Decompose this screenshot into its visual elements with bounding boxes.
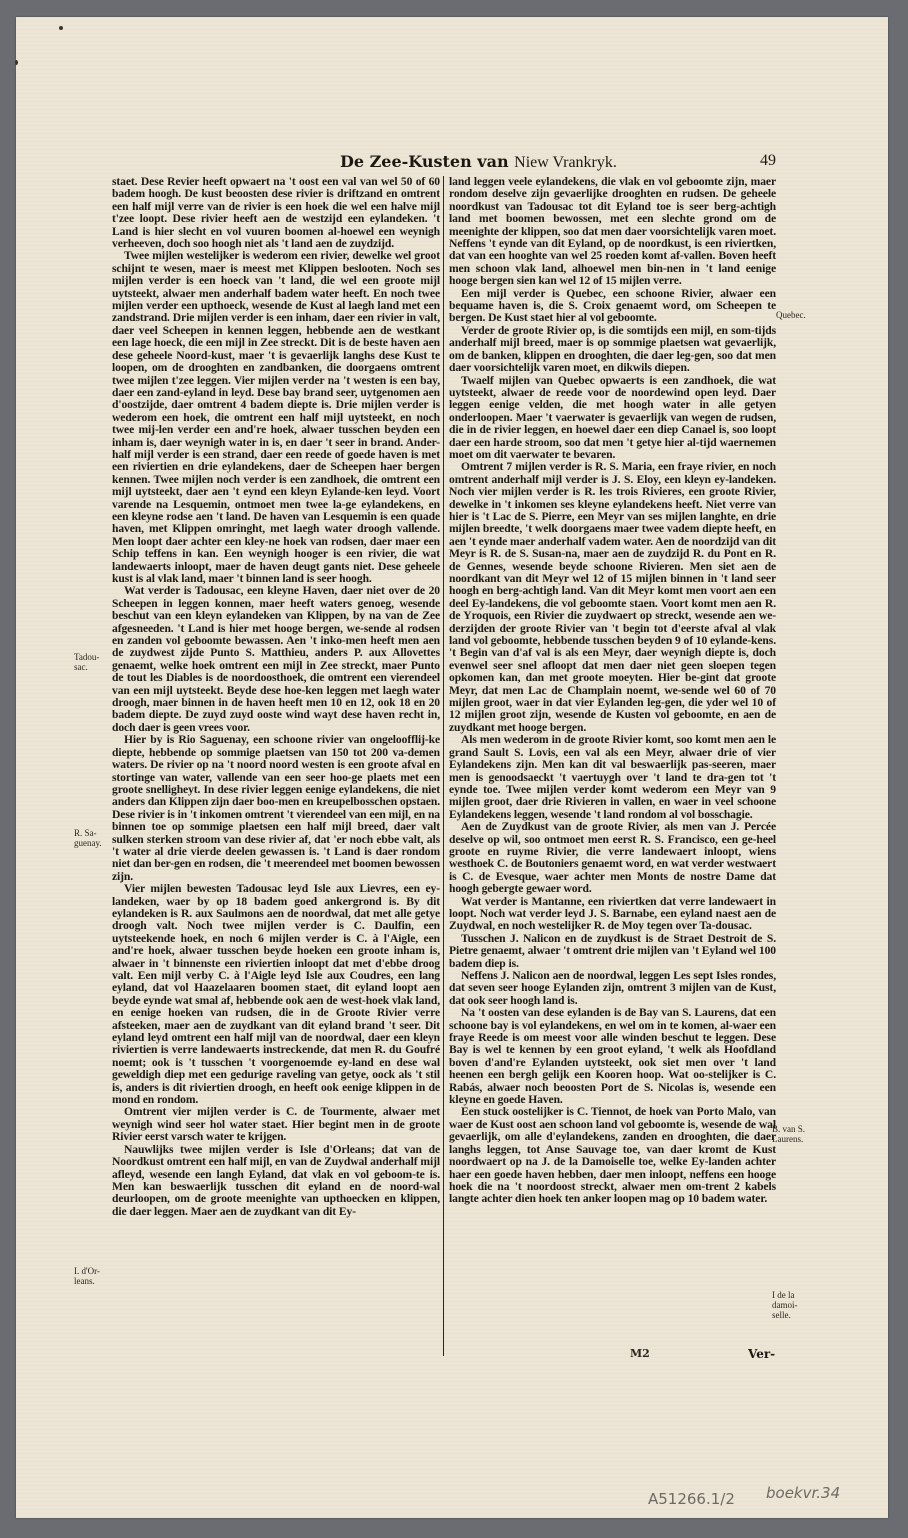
pencil-inventory-number: A51266.1/2	[648, 1490, 735, 1508]
column-divider	[443, 176, 444, 1356]
paragraph: land leggen veele eylandekens, die vlak en vol geboomte zijn, maer rondom deselve zijn gevaerlijke drooghten en rudsen. De geheele noordkust van Tadousac tot dit Eyland toe is seer berg-achtigh land met boomen bewossen, met een slechte grond om de meenighte der klippen, soo dat men daer voorsichtelijk varen moet. Neffens 't eynde van dit Eyland, op de noordkust, is een riviertken, dat van een hooghte van wel 25 roeden komt af-vallen. Boven heeft men schoon vlak land, alhoewel men bin-nen in 't land eenige hooge bergen sien kan wel 12 of 15 mijlen verre.	[449, 175, 776, 288]
margin-note-orleans: I. d'Or-leans.	[74, 1266, 100, 1286]
paragraph: Vier mijlen bewesten Tadousac leyd Isle aux Lievres, een ey-landeken, waer by op 18 badem goed ankergrond is. By dit eylandeken is R. aux Saulmons aen de noordwal, dat met alle getye droogh valt. Noch twee mijlen verder is C. Daulfin, een uytsteekende hoek, en noch 6 mijlen verder is C. à l'Aigle, een and're hoek, alwaer tusschen beyde hoeken een groote inham is, alwaer in 't binnenste een riviertien inloopt dat met d'ebbe droog valt. Een mijl verby C. à l'Aigle leyd Isle aux Coudres, een lang eyland, dat vol Haazelaaren boomen staet, dit eyland loopt aen beyde eynde wat smal af, hebbende ook aen de west-hoek vlak land, en eenige hoeken van rudsen, die in de Groote Rivier verre afsteeken, maer aen de zuydkant van dit eyland brand 't seer. Dit eyland leyd omtrent een half mijl van de noordwal, daer een kleyn riviertien is verre landewaerts instreckende, dat men R. du Goufré noemt; ook is 't tusschen 't voorgenoemde ey-land en dese wal geweldigh diep met een gedurige raveling van getye, oock als 't stil is, anders is dit riviertien droogh, en heeft ook eenige klippen in de mond en rondom.	[112, 882, 440, 1107]
paragraph: Als men wederom in de groote Rivier komt, soo komt men aen le grand Sault S. Lovis, een val als een Meyr, alwaer drie of vier Eylandekens zijn. Men kan dit val beswaerlijk pas-seeren, maer men is genoodsaeckt 't vaertuygh over 't land te dra-gen tot 't eynde toe. Twee mijlen verder komt wederom een Meyr van 9 mijlen groot, daer drie Rivieren in vallen, en waer in veel schoone Eylandekens leggen, wesende 't land rondom al vol bosschagie.	[449, 733, 776, 821]
pencil-shelfmark: boekvr.34	[766, 1484, 841, 1502]
margin-note-saguenay: R. Sa-guenay.	[74, 828, 102, 848]
margin-note-damoiselle: I de la damoi-selle.	[772, 1290, 798, 1320]
paper-blemish	[59, 26, 63, 30]
paragraph: Neffens J. Nalicon aen de noordwal, leggen Les sept Isles rondes, dat seven seer hooge Eylanden zijn, omtrent 3 mijlen van de Kust, dat ook seer hoogh land is.	[449, 969, 776, 1007]
paragraph: Wat verder is Tadousac, een kleyne Haven, daer niet over de 20 Scheepen in leggen konnen, maer heeft waters genoeg, wesende beschut van een kleyn eylandeken van Klippen, by na van de Zee afgesneeden. 't Land is hier met hooge bergen, we-sende al rodsen en zanden vol geboomte bewassen. Aen 't inko-men heeft men aen de zuydwest zijde Punto S. Matthieu, anders P. aux Allovettes genaemt, welke hoek omtrent een mijl in Zee streckt, maer Punto de tout les Diables is de noordoosthoek, die omtrent een vierendeel van een mijl uytsteekt. Beyde dese hoe-ken leggen met laegh water droogh, maer binnen in de haven heeft men 10 en 12, ook 18 en 20 badem diepte. De zuyd zuyd ooste wind wayt dese haven recht in, doch daer is geen vrees voor.	[112, 584, 440, 734]
paragraph: Omtrent 7 mijlen verder is R. S. Maria, een fraye rivier, en noch omtrent anderhalf mijl verder is J. S. Eloy, een kleyn ey-landeken. Noch vier mijlen verder is R. les trois Rivieres, een groote Rivier, dewelke in 't inkomen ses kleyne eylandekens heeft. Niet verre van hier is 't Lac de S. Pierre, een Meyr van ses mijlen langhte, en drie mijlen breedte, 't welk doorgaens maer twee vadem diepte heeft, en aen 't eynde maer anderhalf vadem water. Aen de noordzijd van dit Meyr is R. de S. Susan-na, maer aen de zuydzijd R. du Pont en R. de Gennes, wesende beyde schoone Rivieren. Men siet aen de noordkant van dit Meyr wel 12 of 15 mijlen binnen in 't land seer hoogh en berg-achtigh land. Van dit Meyr komt men voort aen een deel Ey-landekens, die vol geboomte staen. Voort komt men aen R. de Yroquois, een Rivier die zuydwaert op streckt, wesende aen we-derzijden der groote Rivier van 't begin tot d'eerste afval al vlak land vol geboomte, hebbende tusschen beyden 9 of 10 eylande-kens. 't Begin van d'af val is als een Meyr, daer weynigh diepte is, doch evenwel seer snel afloopt dat men daer niet geen sloepen tegen opkomen kan, dan met groote moeyten. Hier be-gint dat groote Meyr, dat men Lac de Champlain noemt, we-sende wel 60 of 70 mijlen groot, waer in dat vier Eylanden leg-gen, die yder wel 10 of 12 mijlen groot zijn, wesende de Kusten vol geboomte, en aen de zuydkant met hooge bergen.	[449, 460, 776, 734]
margin-note-quebec: Quebec.	[776, 310, 806, 320]
paragraph: Wat verder is Mantanne, een riviertken dat verre landewaert in loopt. Noch wat verder leyd J. S. Barnabe, een eyland naest aen de Zuydwal, en noch westelijker R. de Moy tegen over Ta-dousac.	[449, 894, 776, 933]
paragraph: Omtrent vier mijlen verder is C. de Tourmente, alwaer met weynigh wind seer hol water staet. Hier begint men in de groote Rivier eerst varsch water te krijgen.	[112, 1105, 440, 1144]
paragraph: Verder de groote Rivier op, is die somtijds een mijl, en som-tijds anderhalf mijl breed, maer is op sommige plaetsen wat gevaerlijk, om de banken, klippen en drooghten, die daer leg-gen, soo dat men daer voorsichtelijk varen moet, en dikwils diepen.	[449, 323, 776, 375]
paragraph: Aen de Zuydkust van de groote Rivier, als men van J. Percée deselve op wil, soo ontmoet men eerst R. S. Francisco, een ge-heel groote en ruyme Rivier, die verre landewaert inloopt, wiens westhoek C. de Boutoniers genaemt word, en wat verder westwaert is C. de Evesque, waer achter men Monts de nostre Dame dat hoogh gebergte gewaer word.	[449, 820, 776, 896]
right-text-column	[449, 176, 776, 1206]
paragraph: staet. Dese Revier heeft opwaert na 't oost een val van wel 50 of 60 badem hoogh. De kust beoosten dese rivier is driftzand en omtrent een half mijl verre van de rivier is een hoek die wel een halve mijl t'zee loopt. Dese rivier heeft aen de westzijd een eylandeken. 't Land is hier slecht en vol vuuren boomen al-hoewel een weynigh verheeven, doch soo hoogh niet als 't land aen de zuydzijd.	[112, 175, 440, 251]
paragraph: Twee mijlen westelijker is wederom een rivier, dewelke wel groot schijnt te wesen, maer is meest met Klippen beslooten. Noch ses mijlen verder is een hoeck van 't land, die wel een groote mijl uytsteekt, alwaer men anderhalf badem water heeft. En noch twee mijlen verder een upthoeck, wesende de Kust al laegh land met een zandstrand. Drie mijlen verder is een inham, daer een rivier in valt, daer veel Scheepen in kennen leggen, hebbende aen de westkant een lage hoeck, die een mijl in Zee streckt. Dit is de beste haven aen dese geheele Noord-kust, maer 't is gevaerlijk langhs dese Kust te loopen, om de drooghten en zandbanken, die doorgaens omtrent twee mijlen t'zee leggen. Vier mijlen verder na 't westen is een bay, daer een zand-eyland in leyd. Dese bay brand seer, uytgenomen aen d'oostzijde, daer omtrent 4 badem diepte is. Drie mijlen verder is wederom een hoek, die omtrent een half mijl uytsteekt, en noch twee mij-len verder een and're hoek, alwaer tusschen beyden een inham is, daer weynigh water in is, en daer 't seer in brand. Ander-half mijl verder is een strand, daer een reede of goede haven is met een riviertien en drie eylandekens, daer de Scheepen haer bergen kennen. Twee mijlen noch verder is een zandhoek, die omtrent een mijl uytsteekt, daer aen 't eynd een kleyn Eylande-ken leyd. Voort varende na Lesquemin, ontmoet men twee la-ge eylandekens, en een kleyne rodse aen 't land. De haven van Lesquemin is een quade haven, met Klippen omringht, met laegh water droogh vallende. Men loopt daer achter een kley-ne hoek van rodsen, daer maer een Schip teffens in kan. Een weynigh hooger is een rivier, die wat landewaerts inloopt, maer de haven deugt gants niet. Dese geheele kust is al vlak land, maer 't binnen land is seer hoogh.	[112, 249, 440, 585]
paragraph: Tusschen J. Nalicon en de zuydkust is de Straet Destroit de S. Pietre genaemt, alwaer 't omtrent drie mijlen van 't Eyland wel 100 badem diep is.	[449, 931, 776, 970]
page-number: 49	[760, 152, 776, 169]
paragraph: Een stuck oostelijker is C. Tiennot, de hoek van Porto Malo, van waer de Kust oost aen schoon land vol geboomte is, wesende de wal gevaerlijk, om alle d'eylandekens, zanden en drooghten, die daer langhs leggen, tot Anse Sauvage toe, van daer kromt de Kust noordwaert op na J. de la Damoiselle toe, welke Ey-landen achter haer een goede haven hebben, daer men inloopt, neffens een hooge hoek die na 't noordoost streckt, alwaer men om-trent 2 kabels langte achter dien hoek ten anker loopen mag op 10 badem water.	[449, 1105, 776, 1206]
paragraph: Twaelf mijlen van Quebec opwaerts is een zandhoek, die wat uytsteekt, alwaer de reede voor de noordewind open leyd. Daer leggen eenige velden, die met hoogh water in alle getyen onderloopen. Maer 't vaerwater is gevaerlijk van wegen de rudsen, die in de rivier leggen, en hoewel daer een diep Canael is, soo loopt daer een harde stroom, soo dat men 't getye hier al-tijd waernemen moet om dit vaerwater te bevaren.	[449, 373, 776, 461]
catchword: Ver-	[748, 1347, 776, 1361]
page-title	[340, 152, 617, 172]
paragraph: Na 't oosten van dese eylanden is de Bay van S. Laurens, dat een schoone bay is vol eylandekens, en wel om in te komen, al-waer een fraye Reede is om meest voor alle winden beschut te leggen. Dese Bay is wel te kennen by een groot eyland, 't welk als Hoofdland boven d'and're Eylanden uytsteekt, ook siet men over 't land heenen een bergh gelijk een Kooren hoop. Wat oo-stelijker is C. Rabás, alwaer noch beoosten Port de S. Nicolas is, wesende een kleyne en goede Haven.	[449, 1006, 776, 1107]
paragraph: Hier by is Rio Saguenay, een schoone rivier van ongeloofflij-ke diepte, hebbende op sommige plaetsen van 150 tot 200 va-demen waters. De rivier op na 't noord noord westen is een groote afval en stortinge van water, vallende van een seer hoo-ge plaets met een groote snelligheyt. In dese rivier leggen eenige eylandekens, die niet anders dan Klippen zijn daer boo-men en kreupelbosschen opstaen. Dese rivier is in 't inkomen omtrent 't vierendeel van een mijl, en na binnen toe op sommige plaetsen een half mijl breed, daer valt sulken sterken stroom van dese rivier af, dat 'er noch ebbe valt, als 't water al drie vierde deelen gewassen is. 't Land is daer rondom niet dan ber-gen en rodsen, die 't meerendeel met boomen bewossen zijn.	[112, 733, 440, 883]
running-header	[340, 150, 776, 176]
paper-blemish	[15, 60, 18, 65]
signature-mark: M2	[630, 1347, 650, 1360]
margin-note-laurens: B. van S. Laurens.	[772, 1124, 806, 1144]
page-title-blackletter: De Zee-Kusten van	[340, 152, 509, 171]
paragraph: Een mijl verder is Quebec, een schoone Rivier, alwaer een bequame haven is, die S. Croix genaemt word, om Scheepen te bergen. De Kust staet hier al vol geboomte.	[449, 286, 776, 325]
left-text-column	[112, 176, 440, 1218]
paragraph: Nauwlijks twee mijlen verder is Isle d'Orleans; dat van de Noordkust omtrent een half mijl, en van de Zuydwal anderhalf mijl afleyd, wesende een langh Eyland, dat vlak en vol geboom-te is. Men kan beswaerlijk tusschen dit eyland en de noord-wal deurloopen, om de groote meenighte van upthoecken en klippen, die daer leggen. Maer aen de zuydkant van dit Ey-	[112, 1142, 440, 1218]
margin-note-tadousac: Tadou-sac.	[74, 652, 100, 672]
page-title-roman: Niew Vrankryk.	[514, 154, 617, 171]
